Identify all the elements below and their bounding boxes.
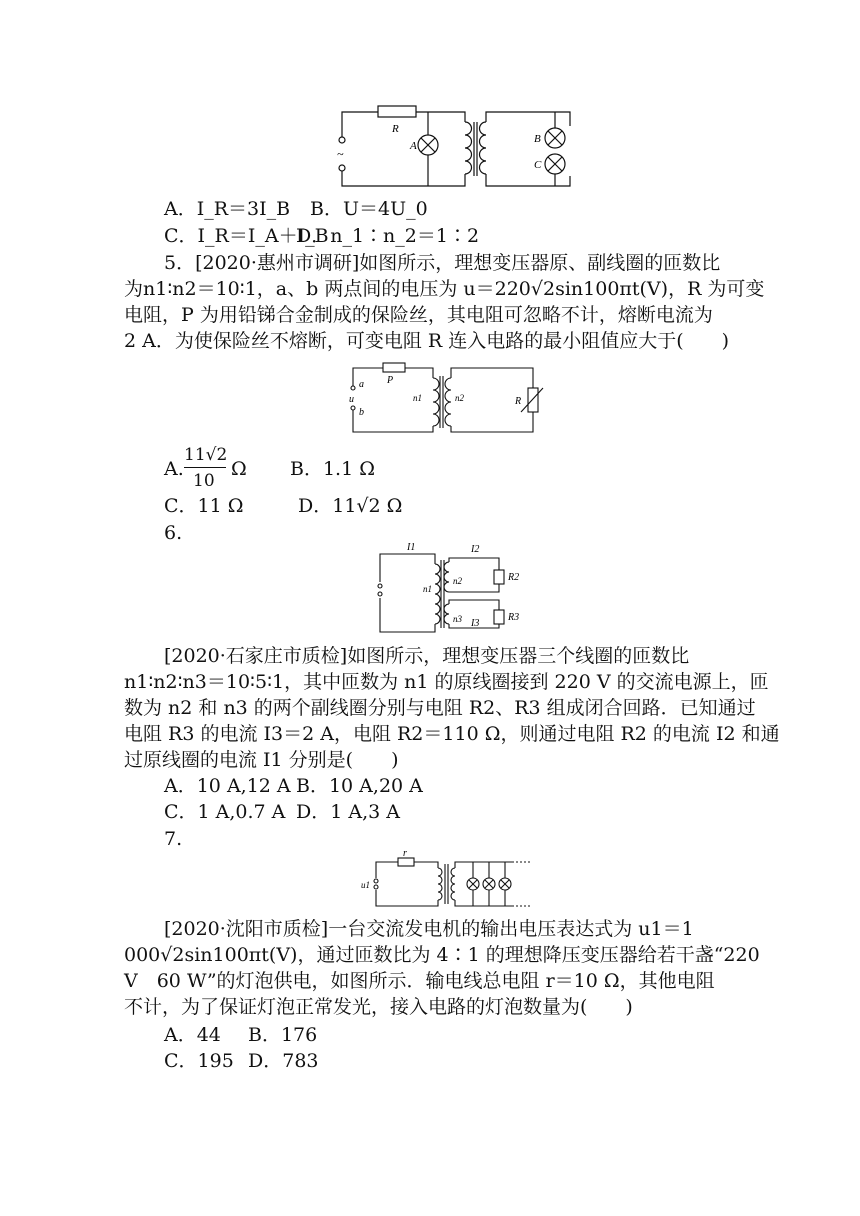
q7-line-1: [2020·沈阳市质检]一台交流发电机的输出电压表达式为 u1＝1 (164, 918, 694, 940)
figure-q6-circuit (375, 540, 535, 638)
q6-line-3: 数为 n2 和 n3 的两个副线圈分别与电阻 R2、R3 组成闭合回路．已知通过 (124, 697, 756, 719)
q6-option-a: A．10 A,12 A (164, 775, 291, 797)
label-n2: n2 (455, 393, 464, 403)
q7-line-3: V 60 W”的灯泡供电，如图所示．输电线总电阻 r＝10 Ω，其他电阻 (124, 970, 715, 992)
label-n1: n1 (423, 584, 432, 594)
label-c: C (534, 159, 542, 171)
label-i3: I3 (471, 618, 480, 629)
label-r2: R2 (508, 572, 520, 583)
label-i1: I1 (407, 542, 416, 553)
figure-q7-circuit (360, 850, 535, 912)
label-p: P (387, 375, 394, 386)
label-r: r (403, 850, 407, 859)
q7-option-d: D．783 (248, 1050, 319, 1072)
q7-line-4: 不计，为了保证灯泡正常发光，接入电路的灯泡数量为( ) (124, 996, 633, 1018)
q5-option-d: D．11√2 Ω (298, 495, 403, 517)
figure-q4-circuit (330, 100, 580, 195)
q5-option-c: C．11 Ω (164, 495, 244, 517)
q7-option-b: B．176 (248, 1024, 318, 1046)
q6-line-4: 电阻 R3 的电流 I3＝2 A，电阻 R2＝110 Ω，则通过电阻 R2 的电流 I2 和通 (124, 723, 780, 745)
q7-option-a: A．44 (164, 1024, 221, 1046)
label-r: R (515, 396, 522, 407)
label-u: u (349, 394, 354, 405)
q4-option-a: A．I_R＝3I_B (164, 198, 291, 220)
q4-option-c: C．I_R＝I_A＋I_B (164, 225, 329, 247)
q5-line-2: 为n1∶n2＝10∶1，a、b 两点间的电压为 u＝220√2sin100πt(V)，R 为可变 (124, 278, 765, 300)
label-a: a (359, 379, 364, 390)
label-b: b (359, 407, 364, 418)
q6-option-d: D．1 A,3 A (296, 801, 400, 823)
ac-source-icon: ~ (337, 147, 344, 161)
q7-line-2: 000√2sin100πt(V)，通过匝数比为 4∶1 的理想降压变压器给若干盏“220 (124, 944, 760, 966)
label-a: A (410, 140, 417, 152)
q5-option-a-unit: Ω (231, 458, 247, 480)
label-r3: R3 (508, 612, 520, 623)
q6-line-5: 过原线圈的电流 I1 分别是( ) (124, 749, 399, 771)
q5-line-3: 电阻，P 为用铅锑合金制成的保险丝，其电阻可忽略不计，熔断电流为 (124, 304, 713, 326)
figure-q5-circuit (345, 356, 545, 438)
label-n3: n3 (453, 614, 462, 624)
label-n1: n1 (413, 393, 422, 403)
q7-number: 7. (164, 828, 183, 850)
label-b: B (534, 133, 541, 145)
q5-line-4: 2 A．为使保险丝不熔断，可变电阻 R 连入电路的最小阻值应大于( ) (124, 330, 730, 352)
q6-option-b: B．10 A,20 A (296, 775, 423, 797)
q5-option-a-label: A. (164, 458, 184, 480)
label-u1: u1 (361, 880, 370, 890)
q4-option-b: B．U＝4U_0 (310, 198, 428, 220)
label-n2: n2 (453, 576, 462, 586)
q6-line-2: n1∶n2∶n3＝10∶5∶1，其中匝数为 n1 的原线圈接到 220 V 的交流电源上，匝 (124, 671, 769, 693)
q6-number: 6. (164, 522, 183, 544)
label-r: R (392, 123, 399, 135)
q5-line-1: 5．[2020·惠州市调研]如图所示，理想变压器原、副线圈的匝数比 (164, 252, 721, 274)
q7-option-c: C．195 (164, 1050, 234, 1072)
q6-option-c: C．1 A,0.7 A (164, 801, 286, 823)
q6-line-1: [2020·石家庄市质检]如图所示，理想变压器三个线圈的匝数比 (164, 645, 690, 667)
q5-option-a-denominator: 10 (193, 471, 215, 491)
label-i2: I2 (471, 544, 480, 555)
q4-option-d: D．n_1∶n_2＝1∶2 (296, 225, 480, 247)
q5-option-a-numerator: 11√2 (184, 445, 228, 465)
q5-option-b: B．1.1 Ω (290, 458, 375, 480)
